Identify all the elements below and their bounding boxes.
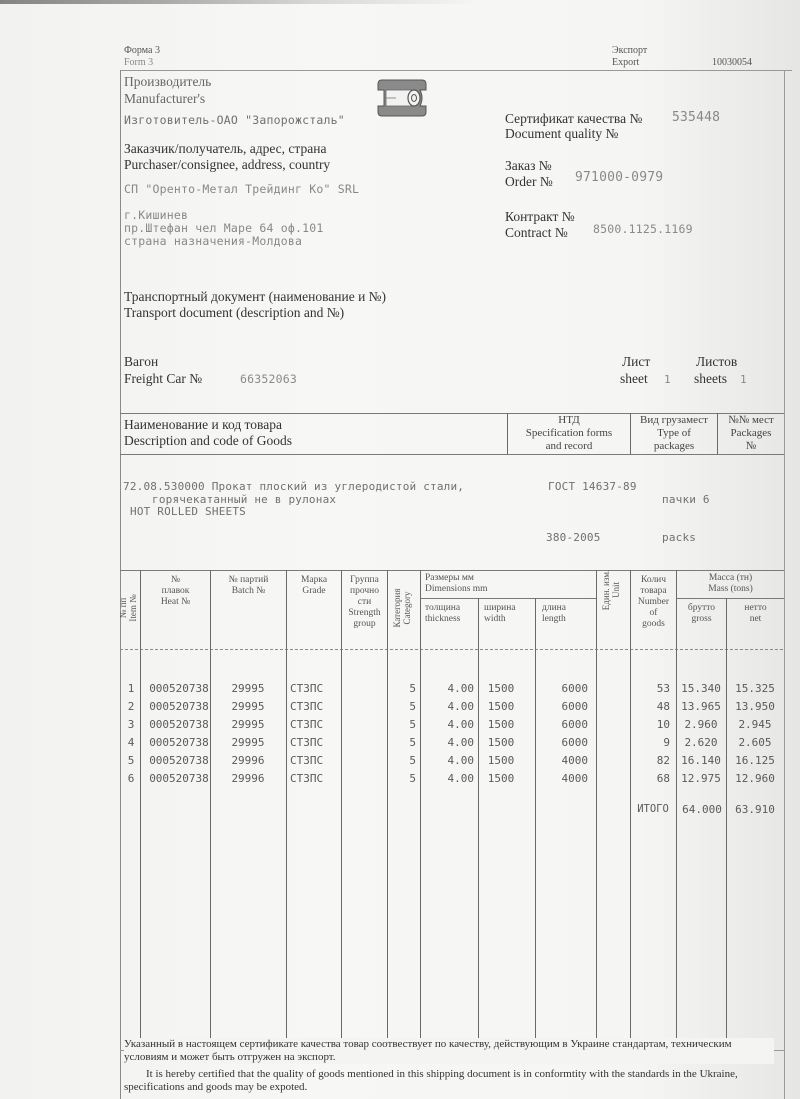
width-header-line: width	[484, 614, 506, 624]
purchaser-label-en: Purchaser/consignee, address, country	[124, 157, 331, 172]
cell-width: 1500	[487, 718, 515, 731]
sheets-count: 1	[740, 373, 747, 386]
batch-header	[211, 575, 286, 597]
mass-header	[677, 573, 784, 595]
cell-gross: 2.960	[684, 718, 718, 731]
width-header	[484, 603, 516, 625]
packages-header-line: №№ мест	[728, 414, 774, 426]
cell-item: 4	[127, 736, 135, 749]
cell-item: 1	[127, 682, 135, 695]
goods-spec-2: 380-2005	[546, 531, 601, 544]
goods-pack-2: packs	[662, 531, 697, 544]
cell-net: 16.125	[735, 754, 775, 767]
spec-header-line: Specification forms	[525, 427, 613, 439]
cell-heat: 000520738	[149, 682, 209, 695]
sheets-label-en: sheets	[694, 371, 727, 386]
cell-thickness: 4.00	[447, 754, 474, 767]
cell-item: 3	[127, 718, 135, 731]
total-gross: 64.000	[682, 803, 722, 816]
col-line	[420, 570, 421, 1050]
contract-label-ru: Контракт №	[505, 209, 575, 224]
cell-heat: 000520738	[149, 718, 209, 731]
col-line	[676, 570, 677, 1050]
cell-net: 13.950	[735, 700, 775, 713]
col-line	[596, 570, 597, 1050]
manufacturer-label-ru: Производитель	[124, 74, 212, 89]
order-label-en: Order №	[505, 174, 553, 189]
export-label-ru: Экспорт	[612, 45, 648, 56]
cell-thickness: 4.00	[447, 682, 474, 695]
total-label: ИТОГО	[637, 803, 669, 815]
spec-header-line: НТД	[558, 414, 580, 426]
length-header-line: длина	[542, 603, 566, 613]
net-header	[727, 603, 784, 625]
cell-grade: СТЗПС	[290, 736, 324, 749]
purchaser-address	[124, 209, 323, 248]
number-header-line: Колич	[640, 575, 667, 585]
cell-item: 5	[127, 754, 135, 767]
col-line	[286, 570, 287, 1050]
transport-label-ru: Транспортный документ (наименование и №)	[124, 289, 387, 304]
col-line	[726, 598, 727, 1050]
cell-number: 68	[656, 772, 670, 785]
item-number-header	[118, 578, 142, 638]
packages-header-line: №	[745, 440, 757, 452]
dimensions-header	[425, 573, 488, 595]
cell-length: 4000	[561, 772, 588, 785]
cell-batch: 29995	[231, 736, 265, 749]
cell-category: 5	[409, 718, 416, 731]
cell-heat: 000520738	[149, 736, 209, 749]
cell-item: 2	[127, 700, 135, 713]
sheet-number: 1	[664, 373, 671, 386]
cell-gross: 16.140	[681, 754, 721, 767]
certificate-label-en: Document quality №	[505, 126, 619, 141]
cell-thickness: 4.00	[447, 700, 474, 713]
cell-item: 6	[127, 772, 135, 785]
cell-length: 6000	[561, 718, 588, 731]
strength-header-line: Группа	[350, 575, 379, 585]
mass-header-line: Mass (tons)	[708, 584, 753, 594]
cell-category: 5	[409, 736, 416, 749]
cell-grade: СТЗПС	[290, 754, 324, 767]
table-header-bottom	[120, 649, 784, 650]
package-type-header-line: Type of	[657, 427, 691, 439]
sheet-label-ru: Лист	[622, 354, 651, 369]
cell-grade: СТЗПС	[290, 700, 324, 713]
goods-desc-label-en: Description and code of Goods	[124, 433, 292, 448]
contract-number: 8500.1125.1169	[593, 222, 693, 236]
number-header-line: товара	[640, 586, 667, 596]
category-header-text: Категория Category	[392, 588, 412, 628]
document-code: 10030054	[712, 57, 752, 68]
strength-header-line: сти	[357, 597, 372, 607]
form-label-en: Form 3	[124, 57, 154, 68]
purchaser-name: СП "Оренто-Метал Трейдинг Ко" SRL	[124, 182, 360, 196]
category-header	[392, 578, 416, 638]
length-header-line: length	[542, 614, 566, 624]
form-label-ru: Форма 3	[124, 45, 160, 56]
cell-width: 1500	[487, 736, 515, 749]
package-type-header-line: packages	[653, 440, 695, 452]
goods-line-2: горячекатанный не в рулонах	[152, 493, 337, 506]
col-line	[387, 570, 388, 1050]
heat-header-line: плавок	[161, 586, 190, 596]
cell-length: 4000	[561, 754, 588, 767]
item-number-header-text: № пп Item №	[118, 594, 138, 622]
cell-heat: 000520738	[149, 700, 209, 713]
scan-edge-shadow	[0, 0, 800, 4]
number-header-line: Number	[637, 597, 670, 607]
certificate-label-ru: Сертификат качества №	[505, 111, 643, 126]
col-line	[210, 570, 211, 1050]
cell-grade: СТЗПС	[290, 682, 324, 695]
cell-heat: 000520738	[149, 772, 209, 785]
cell-gross: 15.340	[681, 682, 721, 695]
cell-net: 12.960	[735, 772, 775, 785]
col-line	[478, 598, 479, 1050]
cell-grade: СТЗПС	[290, 718, 324, 731]
address-line: страна назначения-Молдова	[124, 234, 303, 248]
dims-subheader-divider	[420, 598, 596, 599]
package-type-header	[631, 414, 717, 453]
strength-header-line: group	[353, 619, 376, 629]
cell-net: 2.945	[738, 718, 772, 731]
cell-length: 6000	[561, 700, 588, 713]
spec-header	[508, 414, 630, 453]
col-line	[140, 570, 141, 1050]
strength-group-header	[342, 575, 387, 630]
cell-gross: 12.975	[681, 772, 721, 785]
footer-en: It is hereby certified that the quality of goods mentioned in this shipping document is in conformtity with the standards in the Ukraine, specifications and goods may be expoted.	[124, 1068, 738, 1093]
number-header-line: of	[649, 608, 658, 618]
cell-width: 1500	[487, 754, 515, 767]
address-line: г.Кишинев	[124, 208, 189, 222]
sheet-label-en: sheet	[620, 371, 648, 386]
unit-header	[601, 560, 625, 620]
order-number: 971000-0979	[575, 170, 664, 185]
export-label-en: Export	[612, 57, 640, 68]
heat-header-line: №	[170, 575, 181, 585]
cell-batch: 29996	[231, 754, 265, 767]
length-header	[542, 603, 566, 625]
cell-number: 53	[656, 682, 670, 695]
cell-category: 5	[409, 772, 416, 785]
cell-number: 82	[656, 754, 670, 767]
form-right-border	[784, 70, 785, 1099]
batch-header-line: Batch №	[231, 586, 266, 596]
steel-roll-logo-icon	[376, 76, 428, 120]
cell-batch: 29995	[231, 718, 265, 731]
strength-header-line: Strength	[348, 608, 381, 618]
grade-header-line: Grade	[302, 586, 326, 596]
table-top-border	[120, 570, 784, 571]
net-header-line: net	[749, 614, 762, 624]
mass-header-line: Масса (тн)	[708, 573, 753, 583]
number-of-goods-header	[631, 575, 676, 630]
goods-pack-1: пачки 6	[662, 493, 710, 506]
cell-batch: 29996	[231, 772, 265, 785]
cell-width: 1500	[487, 682, 515, 695]
cell-category: 5	[409, 754, 416, 767]
freight-label-ru: Вагон	[124, 354, 159, 369]
goods-desc-label-ru: Наименование и код товара	[124, 417, 282, 432]
cell-heat: 000520738	[149, 754, 209, 767]
address-line: пр.Штефан чел Маре 64 оф.101	[124, 221, 324, 235]
cell-thickness: 4.00	[447, 772, 474, 785]
packages-header-line: Packages	[730, 427, 772, 439]
cell-number: 48	[656, 700, 670, 713]
cell-thickness: 4.00	[447, 718, 474, 731]
goods-header-bottom	[120, 454, 784, 455]
freight-label-en: Freight Car №	[124, 371, 203, 386]
gross-header-line: gross	[691, 614, 712, 624]
cell-batch: 29995	[231, 700, 265, 713]
contract-label-en: Contract №	[505, 225, 568, 240]
col-line	[535, 598, 536, 1050]
cell-length: 6000	[561, 682, 588, 695]
width-header-line: ширина	[484, 603, 516, 613]
cell-gross: 2.620	[684, 736, 718, 749]
cell-number: 9	[663, 736, 670, 749]
strength-header-line: прочно	[350, 586, 379, 596]
cell-net: 2.605	[738, 736, 772, 749]
heat-header	[141, 575, 210, 608]
cell-width: 1500	[487, 772, 515, 785]
order-label-ru: Заказ №	[505, 158, 552, 173]
certificate-number: 535448	[672, 110, 721, 125]
dimensions-header-line: Размеры мм	[425, 573, 474, 583]
manufacturer-value: Изготовитель-ОАО "Запорожсталь"	[124, 113, 345, 127]
thickness-header	[425, 603, 460, 625]
packages-number-header	[718, 414, 784, 453]
grade-header-line: Марка	[300, 575, 328, 585]
net-header-line: нетто	[744, 603, 767, 613]
goods-line-1: 72.08.530000 Прокат плоский из углеродистой стали,	[123, 480, 465, 493]
thickness-header-line: thickness	[425, 614, 461, 624]
header-divider	[120, 70, 792, 71]
gross-header	[677, 603, 726, 625]
sheets-label-ru: Листов	[696, 354, 738, 369]
purchaser-label-ru: Заказчик/получатель, адрес, страна	[124, 141, 327, 156]
cell-length: 6000	[561, 736, 588, 749]
cell-category: 5	[409, 682, 416, 695]
unit-header-text: Един. изм. Unit	[601, 569, 621, 611]
thickness-header-line: толщина	[425, 603, 461, 613]
cell-width: 1500	[487, 700, 515, 713]
dimensions-header-line: Dimensions mm	[425, 584, 488, 594]
cell-gross: 13.965	[681, 700, 721, 713]
batch-header-line: № партий	[228, 575, 269, 585]
cell-net: 15.325	[735, 682, 775, 695]
cell-grade: СТЗПС	[290, 772, 324, 785]
cell-batch: 29995	[231, 682, 265, 695]
freight-car-number: 66352063	[240, 372, 297, 386]
cell-thickness: 4.00	[447, 736, 474, 749]
total-net: 63.910	[735, 803, 775, 816]
package-type-header-line: Вид грузамест	[640, 414, 708, 426]
number-header-line: goods	[642, 619, 665, 629]
manufacturer-label-en: Manufacturer's	[124, 91, 206, 106]
spec-header-line: and record	[545, 440, 593, 452]
heat-header-line: Heat №	[160, 597, 191, 607]
cell-category: 5	[409, 700, 416, 713]
goods-spec-1: ГОСТ 14637-89	[548, 480, 637, 493]
footer-ru: Указанный в настоящем сертификате качества товар соотвествует по качеству, действующим в Украине стандартам, техническим условиям и может быть отгружен на экспорт.	[124, 1038, 774, 1064]
grade-header	[287, 575, 341, 597]
gross-header-line: брутто	[687, 603, 716, 613]
goods-line-3: HOT ROLLED SHEETS	[130, 505, 246, 518]
mass-subheader-divider	[676, 598, 784, 599]
cell-number: 10	[656, 718, 670, 731]
col-line	[341, 570, 342, 1050]
transport-label-en: Transport document (description and №)	[124, 305, 345, 320]
